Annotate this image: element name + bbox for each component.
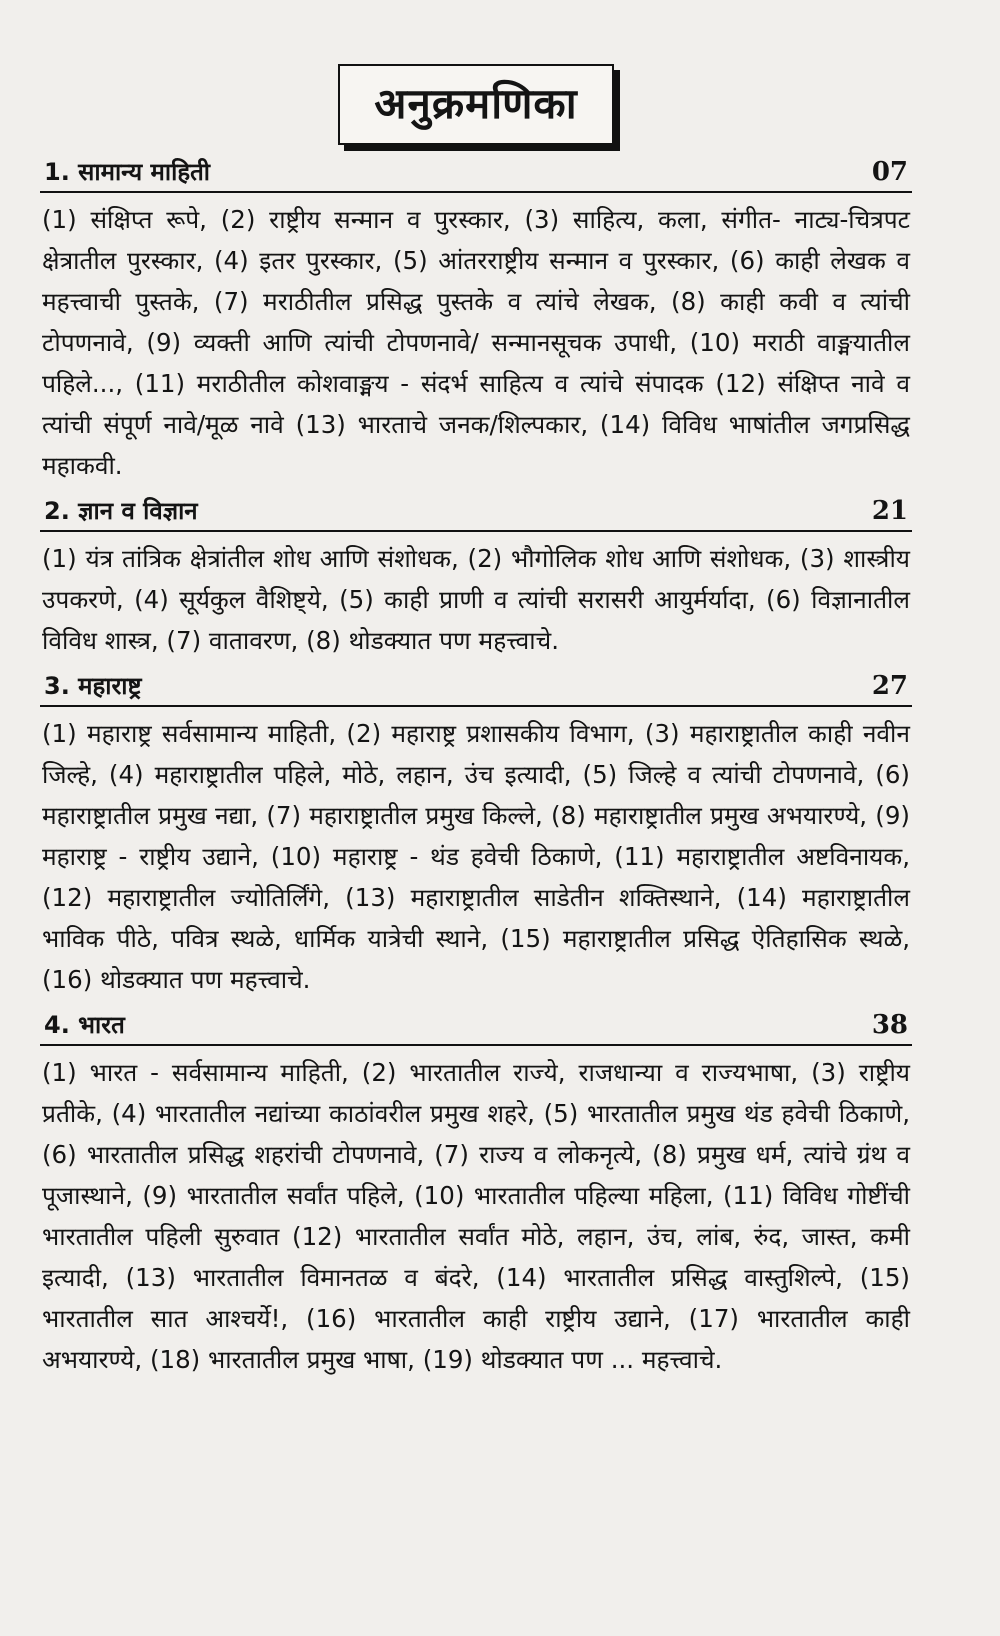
section-page-number: 27 <box>871 671 908 701</box>
section-heading-row <box>40 494 912 532</box>
section-heading-row <box>40 1008 912 1046</box>
section-2 <box>40 494 912 661</box>
section-heading: 4. भारत <box>44 1011 125 1039</box>
page-title: अनुक्रमणिका <box>374 79 578 128</box>
section-heading: 1. सामान्य माहिती <box>44 158 210 186</box>
section-body: (1) भारत - सर्वसामान्य माहिती, (2) भारतातील राज्ये, राजधान्या व राज्यभाषा, (3) राष्ट्रीय प्रतीके, (4) भारतातील नद्यांच्या काठांवरील प्रमुख शहरे, (5) भारतातील प्रमुख थंड हवेची ठिकाणे, (6) भारतातील प्रसिद्ध शहरांची टोपणनावे, (7) राज्य व लोकनृत्ये, (8) प्रमुख धर्म, त्यांचे ग्रंथ व पूजास्थाने, (9) भारतातील सर्वांत पहिले, (10) भारतातील पहिल्या महिला, (11) विविध गोष्टींची भारतातील पहिली सुरुवात (12) भारतातील सर्वांत मोठे, लहान, उंच, लांब, रुंद, जास्त, कमी इत्यादी, (13) भारतातील विमानतळ व बंदरे, (14) भारतातील प्रसिद्ध वास्तुशिल्पे, (15) भारतातील सात आश्चर्ये!, (16) भारतातील काही राष्ट्रीय उद्याने, (17) भारतातील काही अभयारण्ये, (18) भारतातील प्रमुख भाषा, (19) थोडक्यात पण ... महत्त्वाचे. <box>42 1058 910 1374</box>
title-area <box>40 64 912 145</box>
section-page-number: 21 <box>871 496 908 526</box>
section-3 <box>40 669 912 1000</box>
title-box <box>338 64 613 145</box>
section-1 <box>40 155 912 486</box>
section-heading: 3. महाराष्ट्र <box>44 672 142 700</box>
section-page-number: 38 <box>871 1010 908 1040</box>
section-body: (1) यंत्र तांत्रिक क्षेत्रांतील शोध आणि संशोधक, (2) भौगोलिक शोध आणि संशोधक, (3) शास्त्रीय उपकरणे, (4) सूर्यकुल वैशिष्ट्ये, (5) काही प्राणी व त्यांची सरासरी आयुर्मर्यादा, (6) विज्ञानातील विविध शास्त्र, (7) वातावरण, (8) थोडक्यात पण महत्त्वाचे. <box>42 544 910 655</box>
section-4 <box>40 1008 912 1380</box>
section-heading-row <box>40 669 912 707</box>
section-body: (1) संक्षिप्त रूपे, (2) राष्ट्रीय सन्मान व पुरस्कार, (3) साहित्य, कला, संगीत- नाट्य-चित्रपट क्षेत्रातील पुरस्कार, (4) इतर पुरस्कार, (5) आंतरराष्ट्रीय सन्मान व पुरस्कार, (6) काही लेखक व महत्त्वाची पुस्तके, (7) मराठीतील प्रसिद्ध पुस्तके व त्यांचे लेखक, (8) काही कवी व त्यांची टोपणनावे, (9) व्यक्ती आणि त्यांची टोपणनावे/ सन्मानसूचक उपाधी, (10) मराठी वाङ्मयातील पहिले..., (11) मराठीतील कोशवाङ्मय - संदर्भ साहित्य व त्यांचे संपादक (12) संक्षिप्त नावे व त्यांची संपूर्ण नावे/मूळ नावे (13) भारताचे जनक/शिल्पकार, (14) विविध भाषांतील जगप्रसिद्ध महाकवी. <box>42 205 910 480</box>
section-page-number: 07 <box>871 157 908 187</box>
section-heading: 2. ज्ञान व विज्ञान <box>44 497 198 525</box>
section-heading-row <box>40 155 912 193</box>
section-body: (1) महाराष्ट्र सर्वसामान्य माहिती, (2) महाराष्ट्र प्रशासकीय विभाग, (3) महाराष्ट्रातील काही नवीन जिल्हे, (4) महाराष्ट्रातील पहिले, मोठे, लहान, उंच इत्यादी, (5) जिल्हे व त्यांची टोपणनावे, (6) महाराष्ट्रातील प्रमुख नद्या, (7) महाराष्ट्रातील प्रमुख किल्ले, (8) महाराष्ट्रातील प्रमुख अभयारण्ये, (9) महाराष्ट्र - राष्ट्रीय उद्याने, (10) महाराष्ट्र - थंड हवेची ठिकाणे, (11) महाराष्ट्रातील अष्टविनायक, (12) महाराष्ट्रातील ज्योतिर्लिंगे, (13) महाराष्ट्रातील साडेतीन शक्तिस्थाने, (14) महाराष्ट्रातील भाविक पीठे, पवित्र स्थळे, धार्मिक यात्रेची स्थाने, (15) महाराष्ट्रातील प्रसिद्ध ऐतिहासिक स्थळे, (16) थोडक्यात पण महत्त्वाचे. <box>42 719 910 994</box>
contents-page <box>40 64 912 1388</box>
